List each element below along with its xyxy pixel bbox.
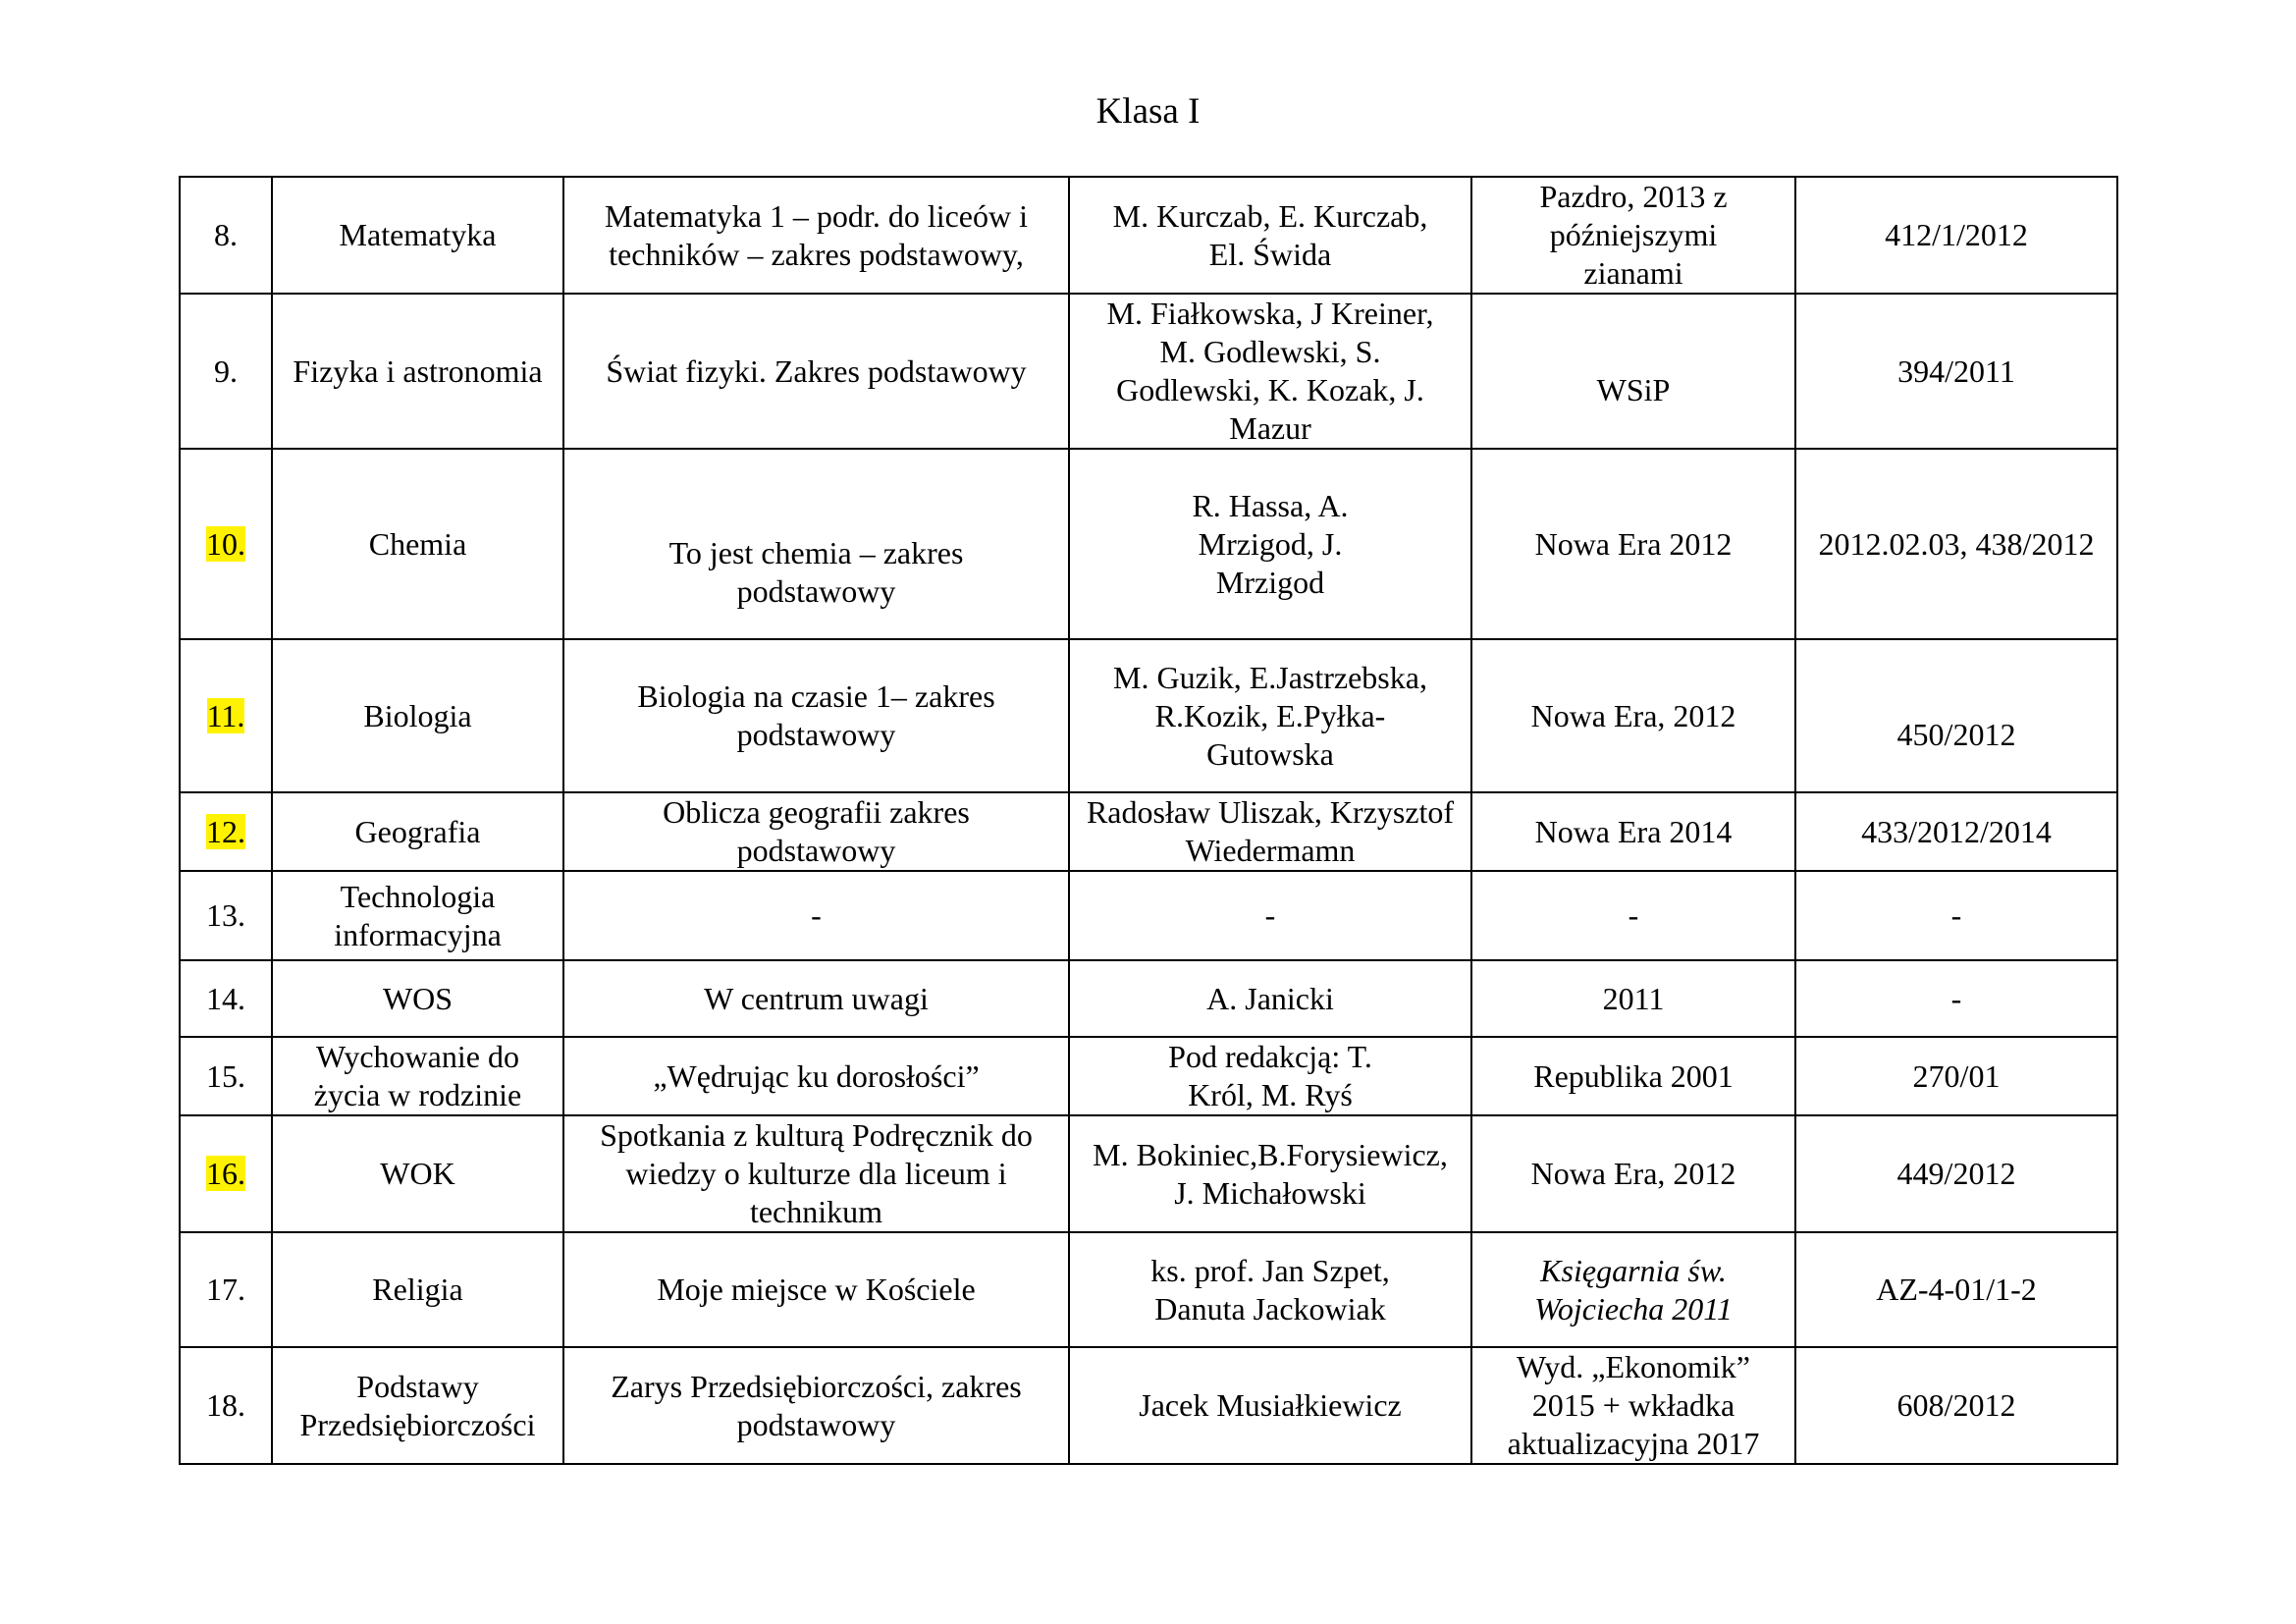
subject-cell: WOK xyxy=(272,1115,563,1232)
approval-number-cell: 433/2012/2014 xyxy=(1795,792,2117,871)
authors-cell: Pod redakcją: T. Król, M. Ryś xyxy=(1069,1037,1471,1115)
authors-cell: Radosław Uliszak, Krzysztof Wiedermamn xyxy=(1069,792,1471,871)
authors-cell: - xyxy=(1069,871,1471,960)
table-row xyxy=(180,177,2117,294)
approval-number-cell: 608/2012 xyxy=(1795,1347,2117,1464)
subject-cell: Chemia xyxy=(272,449,563,639)
approval-number-cell: 270/01 xyxy=(1795,1037,2117,1115)
table-row xyxy=(180,1037,2117,1115)
subject-cell: WOS xyxy=(272,960,563,1037)
highlight-marker: 16. xyxy=(206,1156,245,1191)
table-row xyxy=(180,1347,2117,1464)
row-number: 14. xyxy=(180,960,272,1037)
approval-number-cell: - xyxy=(1795,871,2117,960)
textbook-title-cell: Matematyka 1 – podr. do liceów i techników – zakres podstawowy, xyxy=(563,177,1069,294)
row-number xyxy=(180,639,272,792)
highlight-marker: 11. xyxy=(206,697,245,733)
page-title: Klasa I xyxy=(1095,91,1201,132)
approval-number-cell: AZ-4-01/1-2 xyxy=(1795,1232,2117,1347)
row-number: 18. xyxy=(180,1347,272,1464)
row-number: 8. xyxy=(180,177,272,294)
textbook-title-cell: „Wędrując ku dorosłości” xyxy=(563,1037,1069,1115)
table-row xyxy=(180,960,2117,1037)
table-row xyxy=(180,1115,2117,1232)
publisher-cell: Nowa Era, 2012 xyxy=(1471,1115,1795,1232)
subject-cell: Geografia xyxy=(272,792,563,871)
authors-cell: M. Fiałkowska, J Kreiner, M. Godlewski, S. Godlewski, K. Kozak, J. Mazur xyxy=(1069,294,1471,449)
table-row xyxy=(180,294,2117,449)
approval-number-cell: 449/2012 xyxy=(1795,1115,2117,1232)
subject-cell: Religia xyxy=(272,1232,563,1347)
authors-cell: M. Guzik, E.Jastrzebska, R.Kozik, E.Pyłka-Gutowska xyxy=(1069,639,1471,792)
row-number: 13. xyxy=(180,871,272,960)
subject-cell: Fizyka i astronomia xyxy=(272,294,563,449)
publisher-cell: Nowa Era, 2012 xyxy=(1471,639,1795,792)
subject-cell: Podstawy Przedsiębiorczości xyxy=(272,1347,563,1464)
subject-cell: Technologia informacyjna xyxy=(272,871,563,960)
row-number xyxy=(180,792,272,871)
textbook-title-cell: W centrum uwagi xyxy=(563,960,1069,1037)
subject-cell: Wychowanie do życia w rodzinie xyxy=(272,1037,563,1115)
row-number xyxy=(180,1115,272,1232)
subject-cell: Biologia xyxy=(272,639,563,792)
publisher-cell: Księgarnia św. Wojciecha 2011 xyxy=(1471,1232,1795,1347)
publisher-cell: Pazdro, 2013 z późniejszymi zianami xyxy=(1471,177,1795,294)
authors-cell: A. Janicki xyxy=(1069,960,1471,1037)
publisher-cell: Republika 2001 xyxy=(1471,1037,1795,1115)
table-row xyxy=(180,639,2117,792)
table-row xyxy=(180,871,2117,960)
textbook-table xyxy=(179,176,2118,1465)
approval-number-cell: 2012.02.03, 438/2012 xyxy=(1795,449,2117,639)
textbook-title-cell: Świat fizyki. Zakres podstawowy xyxy=(563,294,1069,449)
subject-cell: Matematyka xyxy=(272,177,563,294)
row-number: 15. xyxy=(180,1037,272,1115)
publisher-cell: - xyxy=(1471,871,1795,960)
approval-number-cell: 450/2012 xyxy=(1795,639,2117,792)
authors-cell: Jacek Musiałkiewicz xyxy=(1069,1347,1471,1464)
publisher-cell: Nowa Era 2012 xyxy=(1471,449,1795,639)
highlight-marker: 10. xyxy=(206,525,245,562)
authors-cell: M. Bokiniec,B.Forysiewicz, J. Michałowski xyxy=(1069,1115,1471,1232)
row-number xyxy=(180,449,272,639)
table-row xyxy=(180,792,2117,871)
row-number: 9. xyxy=(180,294,272,449)
row-number: 17. xyxy=(180,1232,272,1347)
approval-number-cell: 394/2011 xyxy=(1795,294,2117,449)
textbook-title-cell: Biologia na czasie 1– zakres podstawowy xyxy=(563,639,1069,792)
textbook-title-cell: To jest chemia – zakres podstawowy xyxy=(563,449,1069,639)
publisher-cell: Nowa Era 2014 xyxy=(1471,792,1795,871)
textbook-title-cell: Spotkania z kulturą Podręcznik do wiedzy o kulturze dla liceum i technikum xyxy=(563,1115,1069,1232)
table-row xyxy=(180,449,2117,639)
highlight-marker: 12. xyxy=(206,813,245,849)
authors-cell: M. Kurczab, E. Kurczab, El. Świda xyxy=(1069,177,1471,294)
publisher-cell: Wyd. „Ekonomik” 2015 + wkładka aktualizacyjna 2017 xyxy=(1471,1347,1795,1464)
authors-cell: R. Hassa, A. Mrzigod, J. Mrzigod xyxy=(1069,449,1471,639)
textbook-title-cell: Zarys Przedsiębiorczości, zakres podstawowy xyxy=(563,1347,1069,1464)
publisher-cell: WSiP xyxy=(1471,294,1795,449)
publisher-cell: 2011 xyxy=(1471,960,1795,1037)
authors-cell: ks. prof. Jan Szpet, Danuta Jackowiak xyxy=(1069,1232,1471,1347)
textbook-title-cell: Moje miejsce w Kościele xyxy=(563,1232,1069,1347)
textbook-title-cell: Oblicza geografii zakres podstawowy xyxy=(563,792,1069,871)
textbook-title-cell: - xyxy=(563,871,1069,960)
approval-number-cell: 412/1/2012 xyxy=(1795,177,2117,294)
table-row xyxy=(180,1232,2117,1347)
approval-number-cell: - xyxy=(1795,960,2117,1037)
